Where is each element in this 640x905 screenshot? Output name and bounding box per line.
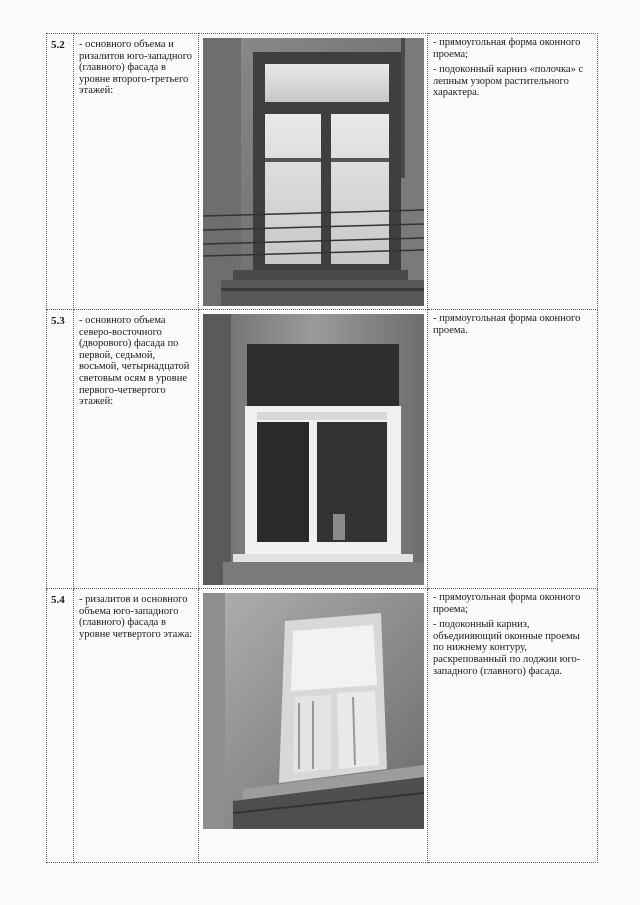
row-number: 5.2 (51, 39, 65, 51)
table-row (47, 310, 598, 589)
row-number-cell (47, 310, 74, 589)
row-number-cell (47, 589, 74, 863)
row-number: 5.4 (51, 594, 65, 606)
features-cell (428, 589, 598, 863)
description-cell (74, 310, 199, 589)
feature-item: - прямоугольная форма оконного проема. (433, 313, 581, 336)
row-description: - основного объема и ризалитов юго-западного (главного) фасада в уровне второго-третьего этажей: (79, 39, 193, 97)
table-row (47, 34, 598, 310)
window-photo-5-2 (203, 38, 424, 306)
features-cell (428, 310, 598, 589)
row-description: - ризалитов и основного объема юго-западного (главного) фасада в уровне четвертого этажа: (79, 594, 193, 640)
feature-item: - прямоугольная форма оконного проема; (433, 37, 581, 60)
features-cell (428, 34, 598, 310)
window-photo-5-3 (203, 314, 424, 585)
table-row (47, 589, 598, 863)
feature-item: - подоконный карниз «полочка» с лепным узором растительного характера. (433, 64, 584, 99)
feature-item: - прямоугольная форма оконного проема; (433, 592, 581, 615)
description-cell (74, 34, 199, 310)
description-cell (74, 589, 199, 863)
row-number: 5.3 (51, 315, 65, 327)
photo-cell (199, 310, 428, 589)
feature-item: - подоконный карниз, объединяющий оконные проемы по нижнему контуру, раскрепованный по лоджии юго-западного (главного) фасада. (433, 619, 581, 677)
photo-cell (199, 589, 428, 863)
row-description: - основного объема северо-восточного (дворового) фасада по первой, седьмой, восьмой, четырнадцатой световым осям в уровне первого-четвертого этажей: (79, 315, 190, 408)
photo-cell (199, 34, 428, 310)
window-spec-table (46, 33, 598, 863)
row-number-cell (47, 34, 74, 310)
window-photo-5-4 (203, 593, 424, 829)
